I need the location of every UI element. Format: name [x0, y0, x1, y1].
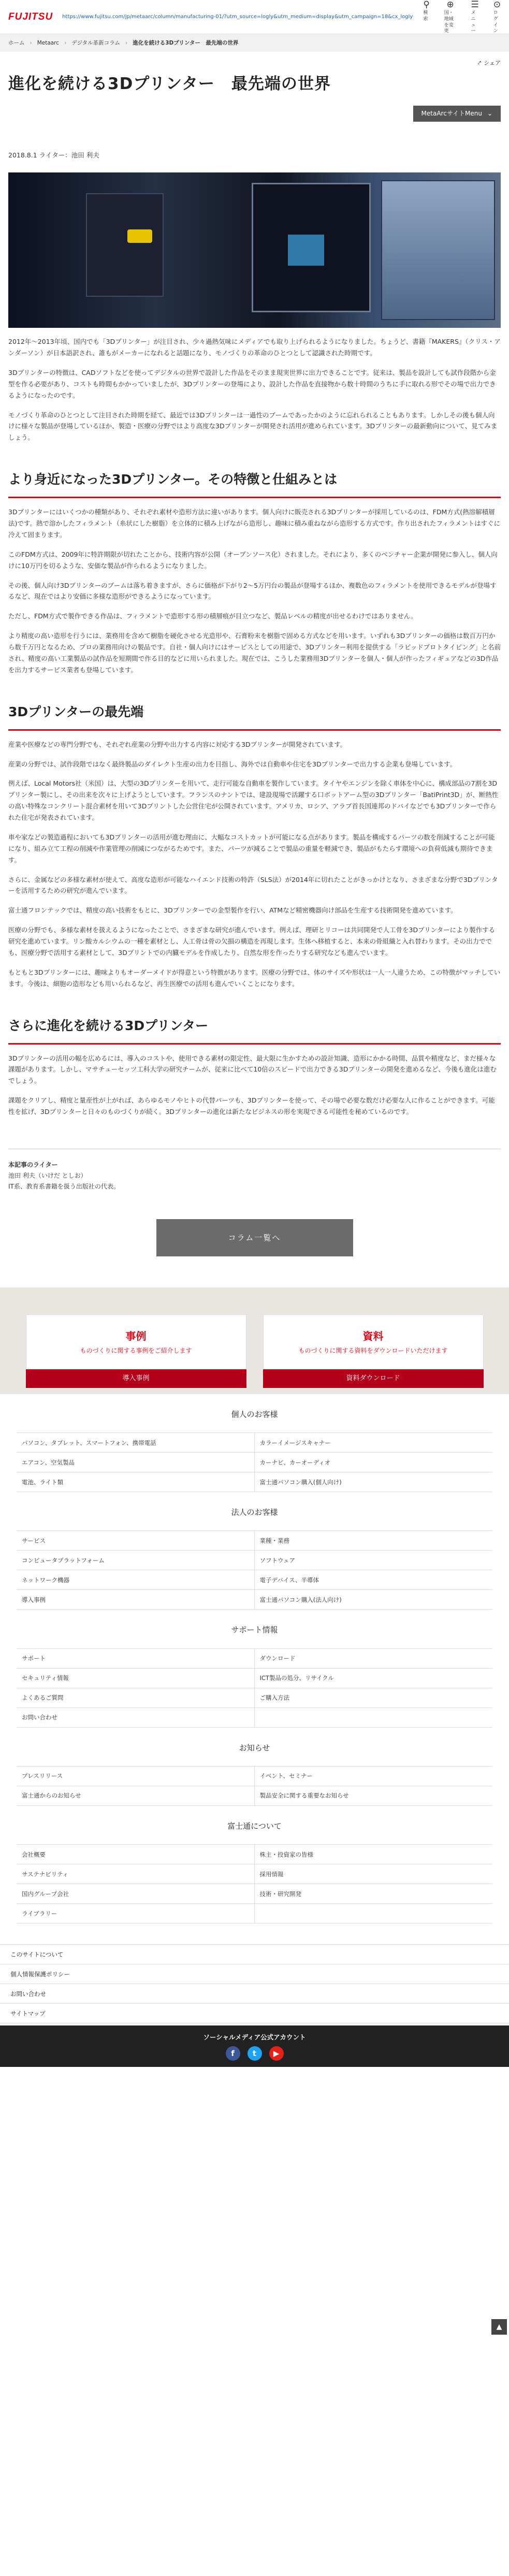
hero-image: [8, 172, 501, 328]
share-button[interactable]: [8, 57, 501, 69]
breadcrumb-separator: ›: [30, 39, 32, 46]
footer-link[interactable]: ダウンロード: [255, 1649, 493, 1669]
header-icon-glyph: ⊙: [493, 0, 501, 10]
footer-bottom-links: [0, 1944, 509, 2023]
footer-link[interactable]: 富士通パソコン購入(法人向け): [255, 1590, 493, 1610]
section-paragraph: さらに、金属などの多様な素材が使えて、高度な造形が可能なハイエンド技術の特許（SLS法）が2014年に切れたことがきっかけとなり、さまざまな分野で3Dプリンターを活用するための研究が進んでいます。: [8, 875, 498, 895]
footer-link[interactable]: コンピュータプラットフォーム: [17, 1551, 255, 1570]
sections: [8, 470, 501, 1118]
author-box: [8, 1149, 501, 1192]
section-paragraph: その後、個人向け3Dプリンターのブームは落ち着きますが、さらに価格が下がり2〜5万円台の製品が登場するほか、複数色のフィラメントを使用できるモデルが登場するなど、現在ではより安価に多様な造形ができるようになっています。: [8, 581, 497, 601]
section-paragraph: より精度の高い造形を行うには、業務用を含めて樹脂を硬化させる光造形や、石膏粉末を樹脂で固める方式などを用います。いずれも3Dプリンターの価格は数百万円から数千万円となるため、プロの業務用向けの製品です。自社・個人向けにはサービスとしての用途で、3Dプリンター利用を提供する「ラピッドプロトタイピング」と名前され、精度の高い工業製品の試作品を短期間で作る目的などに用いられました。現在では、こうした業務用3Dプリンターを個人・個人が作ったフィギュアなどの3D作品を出力するサービス業者も登場しています。: [8, 632, 501, 674]
section-paragraph: 産業の分野では、試作段階ではなく最終製品のダイレクト生産の出力を目指し、海外では自動車や住宅を3Dプリンターで出力する企業も登場しています。: [8, 760, 457, 768]
footer-link[interactable]: 富士通からのお知らせ: [17, 1786, 255, 1806]
section-heading: さらに進化を続ける3Dプリンター: [8, 1017, 501, 1045]
footer-link[interactable]: カラーイメージスキャナー: [255, 1433, 493, 1453]
site-menu-label: MetaArcサイトMenu: [421, 110, 482, 118]
footer-link: [255, 1708, 493, 1728]
share-icon: ⤤: [478, 60, 482, 67]
social-icon[interactable]: t: [248, 2046, 262, 2061]
footer-section: [0, 1806, 509, 1923]
footer-heading: 富士通について: [227, 1821, 282, 1831]
footer-link-grid: [17, 1766, 492, 1806]
promo-card-body[interactable]: [263, 1314, 484, 1369]
footer-link[interactable]: よくあるご質問: [17, 1688, 255, 1708]
back-to-top-button[interactable]: ▲: [491, 2319, 507, 2335]
promo-card-title: 資料: [362, 1329, 384, 1342]
promo-card-button[interactable]: 導入事例: [26, 1369, 246, 1388]
section-paragraph: 例えば、Local Motors社（米国）は、大型の3Dプリンターを用いて、走行可能な自動車を製作しています。タイヤやエンジンを除く車体を中心に、構成部品の7割を3Dプリンター製にし、その出来を次々に上げようとしています。フランスのナントでは、建設現場で活躍する口ボットアーム型の3Dプリンター「BatiPrint3D」が、断熱性の高い特殊なコンクリート混合素材を用いて3Dプリントした公営住宅が公開されています。アメリカ、ロシア、アラブ首長国連邦のドバイなどでも3Dプリンターで作られた住宅が発表されています。: [8, 779, 499, 822]
footer-bottom-link[interactable]: このサイトについて: [0, 1945, 509, 1964]
breadcrumb-item: 進化を続ける3Dプリンター 最先端の世界: [133, 39, 239, 46]
footer-section: [0, 1610, 509, 1727]
footer-link[interactable]: ソフトウェア: [255, 1551, 493, 1570]
promo-card: [263, 1314, 484, 1388]
footer-link[interactable]: エアコン、空気製品: [17, 1453, 255, 1472]
header-icons: [423, 0, 501, 35]
footer-link[interactable]: 電子デバイス、半導体: [255, 1570, 493, 1590]
section-paragraph: このFDM方式は、2009年に特許期限が切れたことから、技術内容が公開（オープンソース化）されました。それにより、多くのベンチャー企業が開発に参入し、個人向けに10万円を切るような、安価な製品が作られるようになりました。: [8, 550, 498, 570]
section-paragraph: 車や家などの製造過程においても3Dプリンターの活用が進む理由に、大幅なコストカットが可能になる点があります。製品を構成するパーツの数を削減することが可能になり、組み立て工程の削減や作業管理の削減につながるためです。また、パーツが減ることで製品の重量を軽減でき、製品がもたらす環境への負荷低減も期待できます。: [8, 833, 495, 864]
footer-section: [0, 1728, 509, 1806]
footer-link[interactable]: サステナビリティ: [17, 1864, 255, 1884]
promo-area: [0, 1287, 509, 1394]
header-icon-1[interactable]: [444, 0, 457, 35]
section-paragraph: 課題をクリアし、精度と量産性が上がれば、あらゆるモノやヒトの代替パーツも、3Dプリンターを使って、その場で必要な数だけ必要な人に作ることができます。可能性を拡げ、3Dプリンターと日々のものづくりが続く。3Dプリンターの進化は新たなビジネスの形を実現できる可能性を秘めているのです。: [8, 1096, 495, 1116]
share-label: シェア: [484, 60, 501, 67]
footer-heading: 法人のお客様: [231, 1508, 278, 1517]
footer-link-grid: [17, 1844, 492, 1923]
footer-link[interactable]: ライブラリー: [17, 1904, 255, 1923]
header-icon-label: ログイン: [493, 10, 498, 34]
footer-heading: お知らせ: [239, 1743, 270, 1753]
footer-link[interactable]: ご購入方法: [255, 1688, 493, 1708]
footer-link[interactable]: 国内グループ会社: [17, 1884, 255, 1904]
footer-link[interactable]: パソコン、タブレット、スマートフォン、携帯電話: [17, 1433, 255, 1453]
footer-bottom-link[interactable]: サイトマップ: [0, 2004, 509, 2023]
footer-link-grid: [17, 1432, 492, 1492]
column-list-button[interactable]: コラム一覧へ: [156, 1219, 353, 1256]
article: [0, 57, 509, 1256]
footer-link[interactable]: 導入事例: [17, 1590, 255, 1610]
footer-link[interactable]: イベント、セミナー: [255, 1767, 493, 1786]
author-title: 本記事のライター: [8, 1161, 58, 1168]
chevron-down-icon: ⌄: [487, 110, 492, 118]
promo-card-desc: ものづくりに関する資料をダウンロードいただけます: [298, 1347, 448, 1354]
header-icon-glyph: ☰: [471, 0, 479, 10]
header-icon-3[interactable]: [493, 0, 501, 35]
section-paragraph: 3Dプリンターの活用の幅を広めるには、導入のコストや、使用できる素材の限定性、最大限に生かすための設計知識、造形にかかる時間、品質や精度など、まだ様々な課題があります。しかし、マサチューセッツ工科大学の研究チームが、従来に比べて10倍のスピードで出力できる3Dプリンターの開発を進めるなど、今後も進化は進むでしょう。: [8, 1054, 497, 1085]
footer-section: [0, 1492, 509, 1610]
breadcrumb-separator: ›: [125, 39, 128, 46]
footer-link[interactable]: ICT製品の処分、リサイクル: [255, 1669, 493, 1688]
footer-link[interactable]: カーナビ、カーオーディオ: [255, 1453, 493, 1472]
footer-link[interactable]: プレスリリース: [17, 1767, 255, 1786]
page-url: https://www.fujitsu.com/jp/metaarc/column/manufacturing-01/?utm_source=logly&utm_medium=display&utm_campaign=18&cx_logly: [62, 13, 413, 20]
fujitsu-logo[interactable]: FUJITSU: [8, 11, 53, 22]
intro: [8, 336, 501, 443]
footer-bottom-link[interactable]: お問い合わせ: [0, 1984, 509, 2004]
footer-link[interactable]: 電池、ライト類: [17, 1472, 255, 1492]
header-icon-0[interactable]: [423, 0, 429, 35]
breadcrumb-item[interactable]: ホーム: [8, 39, 25, 46]
header-icon-glyph: ⊕: [446, 0, 454, 10]
author-name: 池田 利夫（いけだ としお）: [8, 1171, 87, 1179]
social-title: ソーシャルメディア公式アカウント: [203, 2033, 306, 2042]
promo-card-body[interactable]: [26, 1314, 246, 1369]
breadcrumb-separator: ›: [64, 39, 67, 46]
header-icon-2[interactable]: [471, 0, 479, 35]
footer-section: [0, 1394, 509, 1492]
intro-paragraph: モノづくり革命のひとつとして注目された時期を経て、最近では3Dプリンターは一過性のブームであったかのように忘れられることもあります。しかしその後も個人向けに様々な製品が登場しているほか、製造・医療の分野ではより高度な3Dプリンターが開発され活用が進められています。3Dプリンターの最新動向について、見てみましょう。: [8, 411, 498, 442]
footer-link[interactable]: 製品安全に関する重要なお知らせ: [255, 1786, 493, 1806]
site-header: [0, 0, 509, 34]
social-bar: [0, 2025, 509, 2067]
footer-link[interactable]: 技術・研究開発: [255, 1884, 493, 1904]
section-heading: より身近になった3Dプリンター。その特徴と仕組みとは: [8, 470, 501, 498]
header-icon-label: メニュー: [471, 10, 476, 34]
footer-link[interactable]: ネットワーク機器: [17, 1570, 255, 1590]
page-title: 進化を続ける3Dプリンター 最先端の世界: [8, 75, 331, 93]
promo-card-desc: ものづくりに関する事例をご紹介します: [80, 1347, 192, 1354]
header-icon-label: 国・地域を変更: [444, 10, 454, 34]
footer-link[interactable]: サービス: [17, 1531, 255, 1551]
footer-link-grid: [17, 1530, 492, 1610]
section-paragraph: 産業や医療などの専門分野でも、それぞれ産業の分野や出力する内容に対応する3Dプリンターが開発されています。: [8, 740, 347, 748]
social-icon[interactable]: ▶: [269, 2046, 284, 2061]
breadcrumb-item[interactable]: Metaarc: [37, 39, 60, 46]
footer-heading: 個人のお客様: [231, 1409, 278, 1419]
intro-paragraph: 2012年〜2013年頃、国内でも「3Dプリンター」が注目され、少々過熱気味にメディアでも取り上げられるようになりました。ちょうど、書籍『MAKERS』（クリス・アンダーソン）が日本語訳され、誰もがメーカーになれると話題になり、モノづくりの革命のひとつとして認識された時期です。: [8, 338, 501, 357]
footer-link[interactable]: サポート: [17, 1649, 255, 1669]
promo-card: [26, 1314, 246, 1388]
footer-link[interactable]: セキュリティ情報: [17, 1669, 255, 1688]
footer-link-grid: [17, 1648, 492, 1728]
footer-link[interactable]: 株主・投資家の皆様: [255, 1845, 493, 1864]
footer-link[interactable]: 採用情報: [255, 1864, 493, 1884]
section-paragraph: 医療の分野でも、多様な素材を扱えるようになったことで、さまざまな研究が進んでいます。例えば、理研とリコーは共同開発で人工骨を3Dプリンターにより製作する研究を進めています。リン酸カルシウムの一種を素材とし、人工骨は骨の欠損の構造を再現します。生体へ移植すると、本来の骨組織と入れ替わります。その出力ででも、医療分野で活用する素材として、3Dプリントでの内臓モデルを作成したり、自然な形を作ったりする研究なども進んでいます。: [8, 926, 496, 957]
footer-link[interactable]: 会社概要: [17, 1845, 255, 1864]
footer-link[interactable]: 業種・業務: [255, 1531, 493, 1551]
header-icon-label: 検索: [423, 10, 428, 22]
footer-link[interactable]: お問い合わせ: [17, 1708, 255, 1728]
footer-heading: サポート情報: [231, 1625, 278, 1635]
breadcrumb-item[interactable]: デジタル革新コラム: [71, 39, 121, 46]
section-paragraph: 富士通フロンテックでは、精度の高い技術をもとに、3Dプリンターでの金型製作を行い、ATMなど精密機器向け部品を生産する技術開発を進めています。: [8, 906, 457, 915]
section-paragraph: もともと3Dプリンターには、趣味よりもオーダーメイドが得意という特徴があります。医療の分野では、体のサイズや形状は一人一人違うため、この特徴がマッチしています。今後は、細胞の造形なども用いられるなど、再生医療での活用も進んでいくことになります。: [8, 968, 501, 988]
footer-bottom-link[interactable]: 個人情報保護ポリシー: [0, 1964, 509, 1984]
footer-link[interactable]: 富士通パソコン購入(個人向け): [255, 1472, 493, 1492]
header-icon-glyph: ⚲: [423, 0, 430, 10]
author-desc: IT系、教育系書籍を扱う出版社の代表。: [8, 1182, 120, 1190]
intro-paragraph: 3Dプリンターの特徴は、CADソフトなどを使ってデジタルの世界で設計した作品をそのまま現実世界に出力できることです。従来は、製品を設計しても試作段階から金型を作る必要があり、コストも時間もかかっていましたが、3Dプリンターの登場により、設計した作品を直接物から数十時間のうちに手に取れる形でその場で出力できるようになったのです。: [8, 368, 496, 399]
footer: [0, 1394, 509, 1923]
breadcrumb: [0, 34, 509, 52]
section-paragraph: 3Dプリンターにはいくつかの種類があり、それぞれ素材や造形方法に違いがあります。個人向けに販売される3Dプリンターが採用しているのは、FDM方式(熱溶解積層法)です。熱で溶かしたフィラメント（糸状にした樹脂）を立体的に積み上げながら造形し、趣味に積み重ねながら造形する方式です。作り出されたフィラメントはすぐに冷えて固まります。: [8, 508, 501, 539]
site-menu-button[interactable]: [413, 106, 501, 122]
byline: 2018.8.1 ライター：池田 利夫: [8, 151, 99, 160]
social-icon[interactable]: f: [226, 2046, 240, 2061]
promo-card-title: 事例: [125, 1329, 147, 1342]
section-heading: 3Dプリンターの最先端: [8, 703, 501, 731]
promo-card-button[interactable]: 資料ダウンロード: [263, 1369, 484, 1388]
section-paragraph: ただし、FDM方式で製作できる作品は、フィラメントで造形する形の積層痕が目立つなど、製品レベルの精度が出せるわけではありません。: [8, 612, 417, 620]
footer-link: [255, 1904, 493, 1923]
